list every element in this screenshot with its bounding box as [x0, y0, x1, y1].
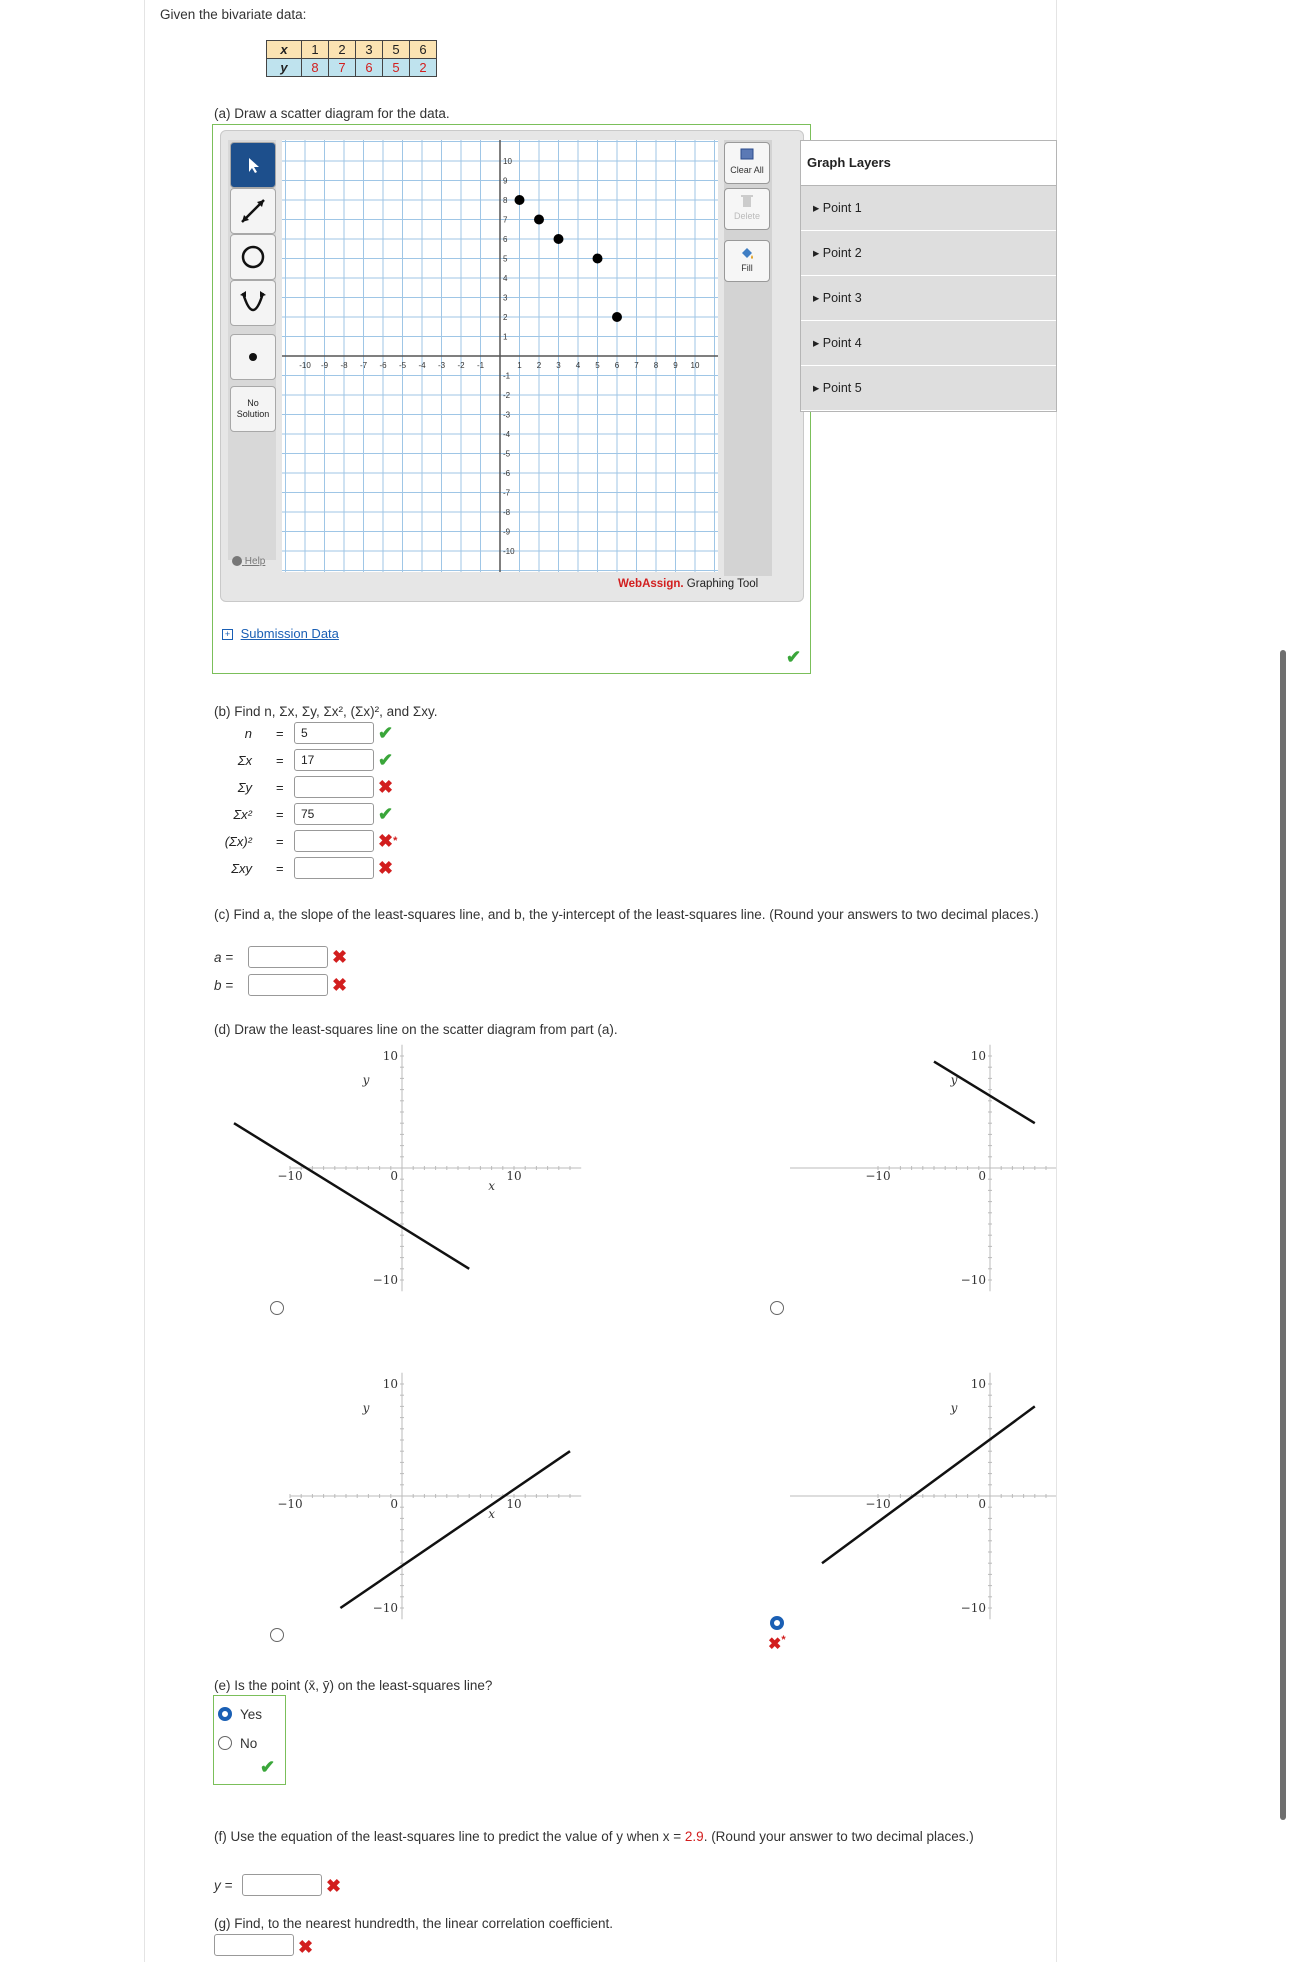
no-radio[interactable]	[218, 1736, 232, 1750]
x-tick-label: 1	[517, 361, 522, 370]
option-graph-positive-slope-a	[277, 1366, 722, 1636]
intercept-input[interactable]	[248, 974, 328, 996]
part-f-prompt	[214, 1827, 1054, 1847]
x-tick-label: 10	[506, 1497, 522, 1511]
part-d-prompt: (d) Draw the least-squares line on the scatter diagram from part (a).	[214, 1022, 618, 1037]
y-tick-label: −10	[960, 1601, 986, 1615]
wrong-icon: ✖	[332, 947, 348, 967]
x-tick-label: -3	[437, 361, 446, 370]
x-tick-label: 2	[536, 361, 542, 370]
sum-label: (Σx)²	[224, 834, 252, 849]
sum-input[interactable]	[294, 776, 374, 798]
y-label: y =	[214, 1878, 233, 1893]
vertical-scrollbar[interactable]	[1280, 650, 1286, 1820]
y-tick-label: -9	[503, 527, 511, 537]
y-axis-label: y	[362, 1401, 370, 1415]
part-f-text: (f) Use the equation of the least-squares line to predict the value of y when x =	[214, 1829, 685, 1844]
part-e-check-icon: ✔	[260, 1757, 276, 1777]
help-link[interactable]	[232, 556, 265, 567]
least-squares-line	[934, 1062, 1035, 1124]
check-icon: ✔	[378, 723, 394, 743]
no-solution-button[interactable]	[230, 386, 276, 432]
y-axis-label: y	[950, 1401, 958, 1415]
part-b-prompt: (b) Find n, Σx, Σy, Σx², (Σx)², and Σxy.	[214, 704, 438, 719]
x-value: 6	[410, 41, 437, 59]
x-header: x	[267, 41, 302, 59]
graph-layers-panel	[800, 140, 1057, 412]
wrong-icon: ✖	[378, 858, 394, 878]
y-tick-label: 9	[503, 176, 508, 186]
fill-label: Fill	[741, 263, 753, 273]
check-icon: ✔	[378, 804, 394, 824]
x-tick-label: −10	[277, 1169, 303, 1183]
x-tick-label: -10	[299, 361, 311, 370]
layer-point-1[interactable]: ▸ Point 1	[801, 186, 1056, 231]
delete-label: Delete	[733, 211, 760, 221]
sum-label: Σx²	[233, 807, 252, 822]
wrong-star-icon: ✖*	[768, 1634, 786, 1653]
layer-label: Point 4	[822, 336, 862, 350]
y-tick-label: -1	[503, 371, 511, 381]
b-label: b =	[214, 978, 234, 993]
fill-button[interactable]	[724, 240, 770, 282]
correlation-input[interactable]	[214, 1934, 294, 1956]
scatter-graph-canvas[interactable]	[282, 140, 718, 572]
x-tick-label: -7	[359, 361, 368, 370]
origin-label: 0	[390, 1169, 398, 1183]
x-tick-label: 5	[595, 361, 600, 370]
y-tick-label: 10	[503, 157, 512, 166]
sum-label: Σx	[237, 753, 252, 768]
submission-data-label: Submission Data	[240, 626, 339, 641]
plotted-point	[534, 215, 544, 225]
layer-point-5[interactable]: ▸ Point 5	[801, 366, 1056, 411]
x-tick-label: 3	[556, 361, 561, 370]
clear-all-button[interactable]	[724, 142, 770, 184]
origin-label: 0	[390, 1497, 398, 1511]
equals-sign: =	[276, 753, 284, 768]
a-label: a =	[214, 950, 234, 965]
x-tick-label: −10	[865, 1169, 891, 1183]
y-tick-label: −10	[960, 1273, 986, 1287]
sum-label: n	[244, 726, 252, 741]
clear-all-icon	[739, 147, 755, 163]
origin-label: 0	[978, 1169, 986, 1183]
y-header: y	[267, 59, 302, 77]
option-graph-negative-slope-b	[790, 1046, 1056, 1306]
x-tick-label: -5	[398, 361, 407, 370]
x-tick-label: 8	[653, 361, 659, 370]
wrong-icon: ✖	[298, 1937, 314, 1957]
x-value: 5	[383, 41, 410, 59]
x-axis-label: x	[488, 1507, 495, 1521]
equals-sign: =	[276, 834, 284, 849]
part-a-prompt: (a) Draw a scatter diagram for the data.	[214, 106, 450, 121]
y-axis-label: y	[950, 1073, 958, 1087]
parabola-tool-button[interactable]	[230, 280, 276, 326]
content-left-border	[144, 0, 145, 1962]
y-tick-label: 10	[382, 1377, 398, 1391]
x-tick-label: 10	[506, 1169, 522, 1183]
part-g-prompt: (g) Find, to the nearest hundredth, the linear correlation coefficient.	[214, 1916, 613, 1931]
wrong-icon: ✖	[378, 777, 394, 797]
y-tick-label: 10	[382, 1049, 398, 1063]
sum-input[interactable]: 75	[294, 803, 374, 825]
layer-point-3[interactable]: ▸ Point 3	[801, 276, 1056, 321]
sum-input[interactable]: 17	[294, 749, 374, 771]
x-tick-label: 6	[614, 361, 620, 370]
sum-input[interactable]	[294, 857, 374, 879]
circle-tool-button[interactable]	[230, 234, 276, 280]
equals-sign: =	[276, 807, 284, 822]
point-tool-button[interactable]	[230, 334, 276, 380]
x-value-highlight: 2.9	[684, 1829, 704, 1844]
parabola-tool-icon	[237, 287, 269, 319]
y-tick-label: 2	[503, 313, 508, 322]
y-tick-label: -4	[503, 430, 511, 439]
graph-layers-title: Graph Layers	[801, 141, 1056, 186]
y-value: 6	[356, 59, 383, 77]
y-tick-label: 10	[970, 1049, 986, 1063]
help-label: Help	[244, 556, 266, 567]
y-tick-label: 3	[503, 293, 508, 303]
x-tick-label: 9	[673, 361, 678, 370]
brand-name: WebAssign.	[618, 578, 684, 590]
clear-all-label: Clear All	[730, 165, 764, 175]
y-value: 8	[302, 59, 329, 77]
layer-label: Point 3	[822, 291, 862, 305]
wrong-icon: ✖	[332, 975, 348, 995]
y-tick-label: 10	[970, 1377, 986, 1391]
trash-icon	[739, 193, 755, 209]
plus-box-icon: +	[222, 629, 233, 640]
y-tick-label: −10	[372, 1601, 398, 1615]
webassign-brand	[618, 578, 758, 590]
wrong-icon: ✖	[326, 1876, 342, 1896]
paint-bucket-icon	[739, 245, 755, 261]
layer-label: Point 5	[822, 381, 862, 395]
delete-button[interactable]	[724, 188, 770, 230]
y-tick-label: 7	[503, 215, 508, 225]
intro-text: Given the bivariate data:	[160, 7, 307, 22]
brand-suffix: Graphing Tool	[683, 578, 759, 590]
x-value: 2	[329, 41, 356, 59]
y-tick-label: 6	[503, 235, 508, 244]
line-tool-button[interactable]	[230, 188, 276, 234]
check-icon: ✔	[378, 750, 394, 770]
plotted-point	[612, 312, 622, 322]
y-value: 5	[383, 59, 410, 77]
y-tick-label: −10	[372, 1273, 398, 1287]
sum-label: Σxy	[231, 861, 252, 876]
x-axis-label: x	[488, 1179, 495, 1193]
option-3-radio[interactable]	[270, 1628, 284, 1642]
x-tick-label: -2	[457, 361, 465, 370]
arrow-pointer-icon	[243, 155, 263, 175]
option-4-radio[interactable]	[770, 1616, 784, 1630]
x-tick-label: 4	[575, 361, 581, 370]
equals-sign: =	[276, 780, 284, 795]
help-icon	[232, 556, 242, 566]
y-tick-label: 1	[503, 332, 508, 342]
x-value: 3	[356, 41, 383, 59]
x-tick-label: -9	[320, 361, 329, 370]
y-tick-label: 8	[503, 196, 508, 205]
part-f-text: . (Round your answer to two decimal places.)	[703, 1829, 974, 1844]
layer-label: Point 1	[822, 201, 862, 215]
select-tool-button[interactable]	[230, 142, 276, 188]
x-value: 1	[302, 41, 329, 59]
point-tool-icon	[243, 347, 263, 367]
x-tick-label: -1	[476, 361, 485, 370]
y-tick-label: -10	[503, 547, 515, 556]
option-1-radio[interactable]	[270, 1301, 284, 1315]
least-squares-line	[234, 1123, 469, 1269]
sum-input[interactable]: 5	[294, 722, 374, 744]
no-solution-label: Solution	[236, 409, 270, 419]
y-value: 7	[329, 59, 356, 77]
part-c-prompt: (c) Find a, the slope of the least-squares line, and b, the y-intercept of the least-squares line. (Round your answers to two decimal places.)	[214, 907, 1039, 922]
option-graph-positive-slope-b	[790, 1366, 1056, 1636]
plotted-point	[593, 254, 603, 264]
line-tool-icon	[237, 195, 269, 227]
y-tick-label: -5	[503, 449, 511, 459]
x-tick-label: −10	[865, 1497, 891, 1511]
no-solution-label: No	[247, 398, 259, 408]
yes-radio[interactable]	[218, 1707, 232, 1721]
x-tick-label: 10	[690, 361, 700, 370]
sum-label: Σy	[237, 780, 252, 795]
y-tick-label: -2	[503, 391, 511, 400]
y-axis-label: y	[362, 1073, 370, 1087]
y-tick-label: -7	[503, 488, 511, 498]
y-tick-label: -6	[503, 469, 511, 478]
y-tick-label: -8	[503, 508, 511, 517]
x-tick-label: 7	[634, 361, 639, 370]
x-tick-label: -4	[418, 361, 426, 370]
layer-label: Point 2	[822, 246, 862, 260]
option-graph-negative-slope-a	[277, 1046, 722, 1306]
x-tick-label: -8	[340, 361, 348, 370]
equals-sign: =	[276, 861, 284, 876]
part-a-check-icon: ✔	[786, 647, 802, 667]
submission-data-link[interactable]	[222, 626, 339, 641]
origin-label: 0	[978, 1497, 986, 1511]
y-tick-label: 5	[503, 254, 508, 264]
x-tick-label: −10	[277, 1497, 303, 1511]
y-tick-label: -3	[503, 410, 511, 420]
wrong-icon: ✖*	[378, 831, 398, 851]
prediction-input[interactable]	[242, 1874, 322, 1896]
least-squares-line	[340, 1451, 570, 1608]
slope-input[interactable]	[248, 946, 328, 968]
no-label: No	[240, 1736, 258, 1751]
circle-tool-icon	[238, 242, 268, 272]
equals-sign: =	[276, 726, 284, 741]
least-squares-line	[822, 1406, 1035, 1563]
plotted-point	[554, 234, 564, 244]
bivariate-table	[266, 40, 437, 77]
x-tick-label: -6	[379, 361, 387, 370]
sum-input[interactable]	[294, 830, 374, 852]
plotted-point	[515, 195, 525, 205]
option-2-radio[interactable]	[770, 1301, 784, 1315]
layer-point-4[interactable]: ▸ Point 4	[801, 321, 1056, 366]
y-value: 2	[410, 59, 437, 77]
layer-point-2[interactable]: ▸ Point 2	[801, 231, 1056, 276]
part-e-prompt: (e) Is the point (x̄, ȳ) on the least-squares line?	[214, 1678, 493, 1693]
yes-label: Yes	[240, 1707, 263, 1722]
y-tick-label: 4	[503, 274, 508, 283]
